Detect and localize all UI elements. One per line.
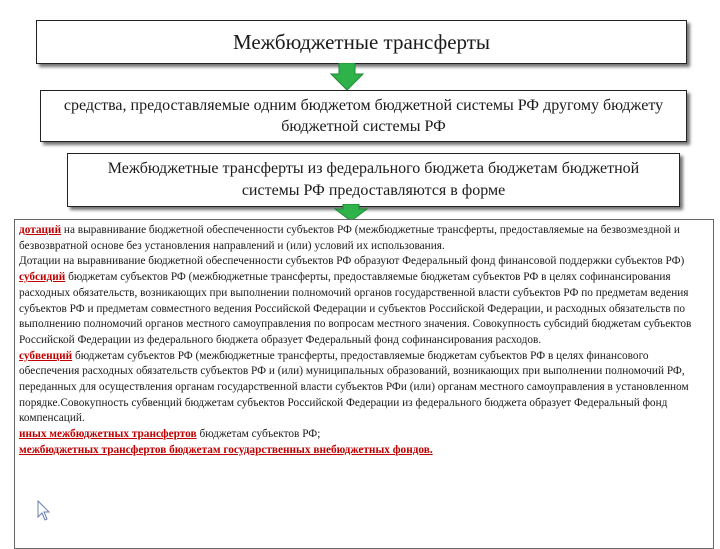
subsidies-text: бюджетам субъектов РФ (межбюджетные трансферты, предоставляемые бюджетам субъектов РФ в целях софинансирования расходных обязательств, возникающих при выполнении полномочий органов государственной власти субъектов РФ по предметам ведения субъектов РФ и предметам совместного ведения Российской Федерации и субъектов Российской Федерации, и расходных обязательств по выполнению полномочий органов местного самоуправления по вопросам местного значения. Совокупность субсидий бюджетам субъектов Российской Федерации из федерального бюджета образует Федеральный фонд софинансирования расходов. bbox=[19, 271, 692, 346]
subsidies-item bbox=[19, 270, 709, 349]
definition-box bbox=[40, 90, 687, 142]
subventions-item bbox=[19, 349, 709, 428]
down-arrow-icon bbox=[330, 63, 364, 91]
dotations-item bbox=[19, 223, 709, 254]
other-transfers-item bbox=[19, 427, 709, 443]
other-transfers-keyword: иных межбюджетных трансфертов bbox=[19, 428, 197, 441]
diagram-title: Межбюджетные трансферты bbox=[232, 29, 491, 54]
subventions-text: бюджетам субъектов РФ (межбюджетные трансферты, предоставляемые бюджетам субъектов РФ в целях финансового обеспечения расходных обязательств субъектов РФ и (или) муниципальных образований, возникающих при выполнении полномочий РФ, переданных для осуществления органам государственной власти субъектов РФи (или) органам местного самоуправления в установленном порядке.Совокупность субвенций бюджетам субъектов Российской Федерации из федерального бюджета образует Федеральный фонд компенсаций. bbox=[19, 349, 689, 425]
federal-note-text: Межбюджетные трансферты из федерального бюджета бюджетам бюджетной системы РФ предоставляются в форме bbox=[107, 160, 640, 199]
dotations-fund: Дотации на выравнивание бюджетной обеспеченности субъектов РФ образуют Федеральный фонд финансовой поддержки субъектов РФ) bbox=[19, 255, 685, 268]
extra-budgetary-funds-item: межбюджетных трансфертов бюджетам государственных внебюджетных фондов. bbox=[19, 443, 433, 456]
federal-note-box bbox=[67, 153, 680, 207]
dotations-text: на выравнивание бюджетной обеспеченности субъектов РФ (межбюджетные трансферты, предоставляемые на безвозмездной и безвозвратной основе без установления направлений и (или) условий их использования. bbox=[19, 224, 680, 252]
title-box bbox=[36, 20, 687, 64]
transfer-forms-box bbox=[14, 219, 714, 549]
subventions-keyword: субвенций bbox=[19, 349, 73, 362]
other-transfers-text: бюджетам субъектов РФ; bbox=[196, 428, 321, 441]
definition-text: средства, предоставляемые одним бюджетом бюджетной системы РФ другому бюджету бюджетной системы РФ bbox=[63, 97, 664, 135]
mouse-pointer-icon bbox=[37, 500, 51, 522]
dotations-keyword: дотаций bbox=[19, 224, 62, 236]
subsidies-keyword: субсидий bbox=[19, 271, 66, 284]
